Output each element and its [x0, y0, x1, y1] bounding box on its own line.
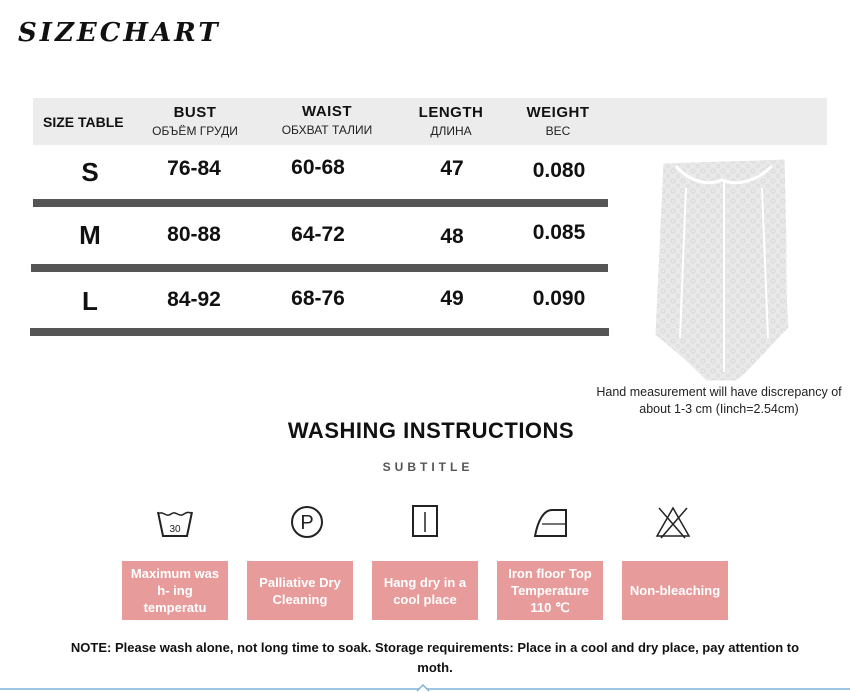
bust-l: 84-92 — [167, 288, 221, 311]
row-separator — [33, 199, 608, 207]
header-waist: WAIST ОБХВАТ ТАЛИИ — [281, 103, 373, 137]
weight-s: 0.080 — [532, 159, 586, 182]
row-separator — [30, 328, 609, 336]
waist-l: 68-76 — [291, 287, 345, 310]
size-s: S — [81, 157, 99, 187]
length-l: 49 — [440, 287, 464, 310]
header-weight: WEIGHT ВЕС — [526, 104, 590, 138]
bodysuit-image — [640, 158, 808, 383]
chevron-up-icon[interactable] — [416, 684, 430, 692]
page-title: SIZECHART — [18, 18, 221, 48]
dry-clean-p-icon — [289, 504, 329, 540]
iron-icon — [530, 504, 570, 540]
header-bust: BUST ОБЪЁМ ГРУДИ — [152, 104, 238, 138]
wash-temp-label: Maximum was h- ing temperatu — [122, 561, 228, 620]
bust-m: 80-88 — [167, 223, 221, 246]
hang-dry-icon — [405, 504, 445, 540]
storage-note: NOTE: Please wash alone, not long time to soak. Storage requirements: Place in a cool and dry place, pay attention to moth. — [70, 640, 800, 675]
svg-text:30: 30 — [169, 524, 181, 535]
iron-label: Iron floor Top Temperature 110 ℃ — [497, 561, 603, 620]
no-bleach-label: Non-bleaching — [622, 561, 728, 620]
header-length: LENGTH ДЛИНА — [418, 104, 484, 138]
washing-subtitle: SUBTITLE — [382, 460, 474, 474]
size-m: M — [79, 220, 101, 250]
measurement-note: Hand measurement will have discrepancy of about 1-3 cm (Iinch=2.54cm) — [596, 385, 842, 416]
weight-l: 0.090 — [532, 287, 586, 310]
row-separator — [31, 264, 608, 272]
svg-text:P: P — [300, 512, 314, 534]
waist-m: 64-72 — [291, 223, 345, 246]
size-table-label: SIZE TABLE — [43, 114, 124, 130]
washing-title: WASHING INSTRUCTIONS — [287, 418, 575, 443]
hang-dry-label: Hang dry in a cool place — [372, 561, 478, 620]
dry-clean-label: Palliative Dry Cleaning — [247, 561, 353, 620]
wash-30-icon — [155, 504, 195, 540]
bust-s: 76-84 — [167, 157, 221, 180]
no-bleach-icon — [653, 504, 693, 540]
length-m: 48 — [440, 225, 464, 248]
waist-s: 60-68 — [291, 156, 345, 179]
length-s: 47 — [440, 157, 464, 180]
weight-m: 0.085 — [532, 221, 586, 244]
size-l: L — [82, 286, 98, 316]
